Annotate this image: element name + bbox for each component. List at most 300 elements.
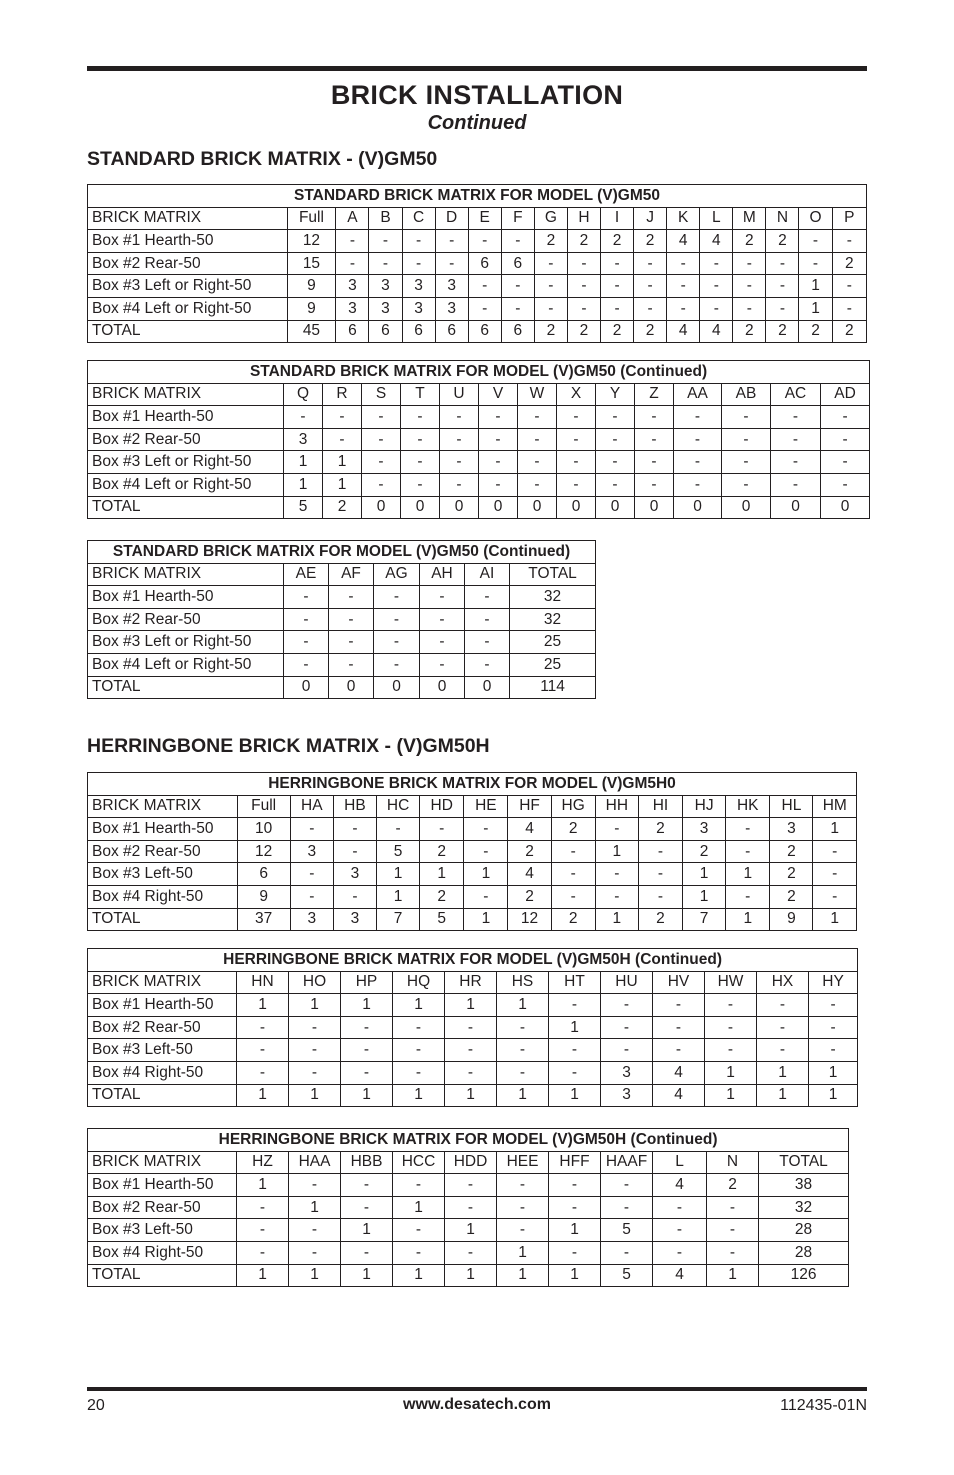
table-header-row	[88, 207, 867, 230]
table-cell: 1	[813, 818, 857, 841]
table-cell: 9	[287, 297, 336, 320]
table-cell: -	[653, 1039, 705, 1062]
column-header: L	[700, 207, 733, 230]
column-header: Z	[635, 383, 674, 406]
table-cell: 2	[551, 908, 595, 931]
column-header: I	[601, 207, 634, 230]
table-cell: 5	[284, 496, 323, 519]
table-cell: 1	[809, 1084, 858, 1107]
table-row	[88, 1039, 858, 1062]
table-cell: -	[674, 473, 722, 496]
table-cell: -	[393, 1016, 445, 1039]
table-row	[88, 885, 857, 908]
table-cell: -	[465, 653, 510, 676]
table-cell: -	[497, 1039, 549, 1062]
column-header: HBB	[341, 1151, 393, 1174]
table-cell: 10	[237, 818, 290, 841]
table-cell: -	[549, 1174, 601, 1197]
row-label: Box #3 Left or Right-50	[88, 451, 284, 474]
table-cell: 1	[497, 994, 549, 1017]
column-header: L	[653, 1151, 707, 1174]
table-caption: STANDARD BRICK MATRIX FOR MODEL (V)GM50	[88, 185, 867, 208]
table-row	[88, 840, 857, 863]
table-row	[88, 297, 867, 320]
table-cell: -	[809, 1016, 858, 1039]
table-cell: -	[333, 818, 376, 841]
table-cell: 1	[799, 275, 832, 298]
table-cell: 6	[468, 320, 501, 343]
table-cell: 28	[759, 1241, 849, 1264]
table-cell: 32	[510, 586, 596, 609]
table-cell: -	[667, 252, 700, 275]
table-cell: -	[638, 885, 682, 908]
table-row	[88, 1241, 849, 1264]
table-cell: -	[549, 1241, 601, 1264]
table-cell: 1	[549, 1264, 601, 1287]
table-cell: -	[653, 1219, 707, 1242]
table-cell: -	[465, 608, 510, 631]
table-cell: 28	[759, 1219, 849, 1242]
table-cell: -	[757, 994, 809, 1017]
table-cell: -	[341, 1061, 393, 1084]
table-cell: -	[653, 994, 705, 1017]
table-cell: -	[705, 1039, 757, 1062]
table-cell: 1	[393, 1196, 445, 1219]
herringbone-matrix-table-1	[87, 772, 857, 931]
column-header: HB	[333, 795, 376, 818]
column-header: BRICK MATRIX	[88, 795, 238, 818]
table-cell: 1	[445, 1264, 497, 1287]
table-cell: -	[726, 885, 770, 908]
table-cell: 2	[832, 320, 866, 343]
table-cell: 1	[323, 473, 362, 496]
table-cell: 2	[567, 230, 600, 253]
table-cell: 2	[634, 230, 667, 253]
table-cell: -	[813, 885, 857, 908]
table-cell: -	[601, 275, 634, 298]
table-cell: 45	[287, 320, 336, 343]
table-cell: -	[329, 631, 374, 654]
column-header: HO	[289, 971, 341, 994]
table-cell: 1	[809, 1061, 858, 1084]
row-label: Box #2 Rear-50	[88, 1196, 237, 1219]
table-cell: -	[653, 1196, 707, 1219]
table-cell: -	[289, 1241, 341, 1264]
table-cell: -	[420, 818, 464, 841]
bottom-rule	[87, 1387, 867, 1391]
column-header: BRICK MATRIX	[88, 563, 284, 586]
table-cell: 2	[638, 908, 682, 931]
row-label: Box #4 Left or Right-50	[88, 297, 288, 320]
row-label: Box #3 Left or Right-50	[88, 275, 288, 298]
table-cell: -	[549, 1196, 601, 1219]
table-cell: -	[440, 428, 479, 451]
table-cell: 6	[468, 252, 501, 275]
table-cell: 4	[653, 1264, 707, 1287]
table-cell: -	[567, 297, 600, 320]
table-cell: 2	[683, 840, 726, 863]
table-cell: 3	[402, 297, 435, 320]
table-cell: 2	[766, 320, 799, 343]
table-cell: 2	[601, 230, 634, 253]
table-row	[88, 1016, 858, 1039]
table-cell: 2	[508, 840, 551, 863]
table-cell: 7	[377, 908, 420, 931]
table-cell: -	[501, 275, 534, 298]
table-cell: 1	[284, 473, 323, 496]
table-cell: 1	[726, 908, 770, 931]
table-cell: -	[284, 653, 329, 676]
column-header: C	[402, 207, 435, 230]
table-cell: -	[534, 275, 567, 298]
table-cell: -	[638, 840, 682, 863]
table-cell: -	[722, 428, 771, 451]
column-header: K	[667, 207, 700, 230]
column-header: HAAF	[601, 1151, 653, 1174]
table-cell: -	[601, 1039, 653, 1062]
column-header: R	[323, 383, 362, 406]
table-cell: -	[667, 297, 700, 320]
website-link[interactable]: www.desatech.com	[403, 1396, 551, 1413]
table-row	[88, 230, 867, 253]
table-row	[88, 1084, 858, 1107]
table-cell: 2	[534, 230, 567, 253]
column-header: HDD	[445, 1151, 497, 1174]
column-header: AC	[771, 383, 821, 406]
column-header: M	[733, 207, 766, 230]
table-cell: -	[634, 297, 667, 320]
column-header: V	[479, 383, 518, 406]
table-cell: 5	[377, 840, 420, 863]
table-cell: -	[799, 230, 832, 253]
table-cell: 2	[638, 818, 682, 841]
table-cell: 1	[757, 1061, 809, 1084]
column-header: HG	[551, 795, 595, 818]
table-cell: 1	[237, 994, 289, 1017]
table-cell: 1	[445, 1084, 497, 1107]
table-cell: 7	[683, 908, 726, 931]
table-cell: 1	[341, 994, 393, 1017]
column-header: HU	[601, 971, 653, 994]
table-cell: 3	[336, 275, 369, 298]
column-header: HK	[726, 795, 770, 818]
table-cell: 0	[821, 496, 870, 519]
table-cell: -	[362, 406, 401, 429]
table-cell: -	[595, 863, 638, 886]
table-cell: -	[653, 1241, 707, 1264]
herringbone-matrix-table-3	[87, 1128, 849, 1287]
table-cell: -	[420, 608, 465, 631]
column-header: Q	[284, 383, 323, 406]
table-cell: -	[445, 1174, 497, 1197]
table-cell: -	[468, 297, 501, 320]
table-cell: 6	[336, 320, 369, 343]
table-row	[88, 252, 867, 275]
table-cell: -	[726, 818, 770, 841]
row-label: Box #1 Hearth-50	[88, 586, 284, 609]
table-cell: 3	[369, 297, 402, 320]
table-cell: 6	[435, 320, 468, 343]
column-header: HQ	[393, 971, 445, 994]
table-cell: 4	[667, 230, 700, 253]
table-cell: 2	[770, 885, 813, 908]
table-cell: -	[497, 1219, 549, 1242]
table-caption: STANDARD BRICK MATRIX FOR MODEL (V)GM50 (Continued)	[88, 361, 870, 384]
table-cell: 0	[771, 496, 821, 519]
table-cell: -	[289, 1039, 341, 1062]
table-cell: -	[479, 428, 518, 451]
table-caption-row	[88, 949, 858, 972]
table-cell: 0	[284, 676, 329, 699]
table-row	[88, 496, 870, 519]
table-cell: -	[329, 586, 374, 609]
table-cell: -	[705, 994, 757, 1017]
table-cell: -	[733, 297, 766, 320]
column-header: HE	[464, 795, 508, 818]
table-cell: -	[497, 1196, 549, 1219]
table-cell: -	[497, 1061, 549, 1084]
table-cell: -	[601, 1174, 653, 1197]
table-caption: HERRINGBONE BRICK MATRIX FOR MODEL (V)GM50H (Continued)	[88, 949, 858, 972]
table-cell: 3	[601, 1061, 653, 1084]
row-label: Box #4 Right-50	[88, 885, 238, 908]
table-cell: -	[557, 451, 596, 474]
table-cell: -	[766, 297, 799, 320]
column-header: U	[440, 383, 479, 406]
table-cell: -	[821, 451, 870, 474]
table-cell: 5	[601, 1264, 653, 1287]
table-cell: 1	[595, 908, 638, 931]
column-header: HF	[508, 795, 551, 818]
column-header: HH	[595, 795, 638, 818]
table-row	[88, 994, 858, 1017]
table-cell: -	[821, 406, 870, 429]
column-header: HAA	[289, 1151, 341, 1174]
table-cell: -	[549, 1061, 601, 1084]
top-rule	[87, 66, 867, 71]
table-cell: -	[707, 1196, 759, 1219]
row-label: Box #1 Hearth-50	[88, 994, 237, 1017]
table-cell: -	[393, 1061, 445, 1084]
table-cell: 1	[595, 840, 638, 863]
row-label: TOTAL	[88, 1084, 237, 1107]
table-cell: 0	[479, 496, 518, 519]
column-header: HFF	[549, 1151, 601, 1174]
herringbone-section-heading: HERRINGBONE BRICK MATRIX - (V)GM50H	[87, 735, 490, 757]
table-cell: 6	[501, 252, 534, 275]
table-cell: -	[393, 1219, 445, 1242]
table-cell: -	[440, 473, 479, 496]
column-header: Full	[287, 207, 336, 230]
table-cell: 2	[733, 320, 766, 343]
table-cell: 1	[289, 1196, 341, 1219]
table-cell: -	[440, 406, 479, 429]
table-cell: 2	[770, 840, 813, 863]
table-caption-row	[88, 361, 870, 384]
column-header: HV	[653, 971, 705, 994]
row-label: Box #4 Left or Right-50	[88, 653, 284, 676]
column-header: A	[336, 207, 369, 230]
table-header-row	[88, 563, 596, 586]
column-header: BRICK MATRIX	[88, 383, 284, 406]
table-cell: -	[635, 473, 674, 496]
table-cell: -	[534, 297, 567, 320]
table-cell: -	[479, 473, 518, 496]
table-cell: -	[284, 586, 329, 609]
table-cell: -	[557, 406, 596, 429]
table-cell: 3	[336, 297, 369, 320]
table-cell: -	[445, 1016, 497, 1039]
table-cell: -	[809, 994, 858, 1017]
table-row	[88, 1219, 849, 1242]
column-header: HL	[770, 795, 813, 818]
table-cell: 38	[759, 1174, 849, 1197]
column-header: HCC	[393, 1151, 445, 1174]
table-cell: 32	[510, 608, 596, 631]
table-caption-row	[88, 773, 857, 796]
table-cell: 0	[674, 496, 722, 519]
row-label: Box #3 Left-50	[88, 863, 238, 886]
table-cell: -	[333, 840, 376, 863]
table-cell: -	[336, 230, 369, 253]
table-cell: -	[757, 1016, 809, 1039]
table-cell: 3	[402, 275, 435, 298]
table-cell: -	[402, 252, 435, 275]
table-cell: -	[464, 840, 508, 863]
table-cell: 1	[757, 1084, 809, 1107]
table-cell: -	[596, 451, 635, 474]
table-cell: -	[445, 1241, 497, 1264]
table-cell: 4	[653, 1174, 707, 1197]
row-label: TOTAL	[88, 320, 288, 343]
table-cell: -	[465, 586, 510, 609]
table-cell: 1	[289, 994, 341, 1017]
table-cell: 1	[549, 1219, 601, 1242]
column-header: T	[401, 383, 440, 406]
table-cell: 2	[707, 1174, 759, 1197]
table-cell: -	[290, 863, 333, 886]
table-cell: 4	[508, 818, 551, 841]
table-cell: 1	[464, 863, 508, 886]
standard-matrix-table-2	[87, 360, 870, 519]
table-cell: -	[284, 631, 329, 654]
table-header-row	[88, 971, 858, 994]
table-cell: -	[420, 586, 465, 609]
table-cell: 3	[290, 908, 333, 931]
table-cell: -	[289, 1219, 341, 1242]
row-label: Box #4 Left or Right-50	[88, 473, 284, 496]
table-cell: -	[501, 230, 534, 253]
column-header: O	[799, 207, 832, 230]
table-cell: -	[435, 230, 468, 253]
table-cell: 3	[601, 1084, 653, 1107]
table-cell: 25	[510, 653, 596, 676]
table-cell: -	[551, 885, 595, 908]
table-cell: 1	[237, 1084, 289, 1107]
table-cell: -	[771, 473, 821, 496]
table-cell: -	[700, 275, 733, 298]
table-cell: 4	[508, 863, 551, 886]
table-cell: -	[468, 230, 501, 253]
table-cell: 1	[393, 1264, 445, 1287]
table-cell: -	[237, 1016, 289, 1039]
column-header: TOTAL	[510, 563, 596, 586]
column-header: G	[534, 207, 567, 230]
table-cell: 2	[508, 885, 551, 908]
table-cell: -	[497, 1174, 549, 1197]
column-header: HT	[549, 971, 601, 994]
column-header: HI	[638, 795, 682, 818]
table-cell: -	[445, 1039, 497, 1062]
table-cell: -	[722, 406, 771, 429]
table-cell: -	[518, 473, 557, 496]
table-cell: 2	[733, 230, 766, 253]
table-cell: 2	[770, 863, 813, 886]
table-row	[88, 275, 867, 298]
table-cell: 1	[683, 863, 726, 886]
table-row	[88, 1264, 849, 1287]
table-cell: -	[341, 1241, 393, 1264]
table-cell: 5	[601, 1219, 653, 1242]
table-row	[88, 676, 596, 699]
table-cell: -	[700, 252, 733, 275]
table-cell: 2	[420, 885, 464, 908]
table-row	[88, 908, 857, 931]
table-caption: STANDARD BRICK MATRIX FOR MODEL (V)GM50 (Continued)	[88, 541, 596, 564]
table-cell: -	[329, 653, 374, 676]
standard-matrix-table-1	[87, 184, 867, 343]
table-cell: -	[329, 608, 374, 631]
column-header: AI	[465, 563, 510, 586]
table-cell: 0	[518, 496, 557, 519]
table-cell: 37	[237, 908, 290, 931]
table-cell: -	[420, 631, 465, 654]
table-caption-row	[88, 185, 867, 208]
table-row	[88, 631, 596, 654]
column-header: BRICK MATRIX	[88, 1151, 237, 1174]
table-row	[88, 406, 870, 429]
table-cell: 15	[287, 252, 336, 275]
table-cell: 1	[289, 1084, 341, 1107]
table-cell: 1	[284, 451, 323, 474]
table-cell: 0	[465, 676, 510, 699]
table-cell: -	[799, 252, 832, 275]
table-cell: -	[518, 428, 557, 451]
table-cell: -	[551, 840, 595, 863]
table-cell: -	[393, 1174, 445, 1197]
table-cell: 1	[549, 1084, 601, 1107]
column-header: F	[501, 207, 534, 230]
table-cell: -	[497, 1016, 549, 1039]
column-header: HY	[809, 971, 858, 994]
table-cell: -	[635, 451, 674, 474]
table-cell: 1	[420, 863, 464, 886]
table-cell: -	[707, 1241, 759, 1264]
table-row	[88, 608, 596, 631]
table-cell: 25	[510, 631, 596, 654]
table-cell: -	[766, 275, 799, 298]
table-cell: 0	[557, 496, 596, 519]
table-row	[88, 863, 857, 886]
table-cell: 6	[402, 320, 435, 343]
row-label: Box #3 Left or Right-50	[88, 631, 284, 654]
table-cell: 1	[323, 451, 362, 474]
table-cell: -	[374, 653, 420, 676]
table-cell: -	[733, 275, 766, 298]
table-header-row	[88, 795, 857, 818]
table-cell: 2	[551, 818, 595, 841]
table-cell: -	[362, 428, 401, 451]
